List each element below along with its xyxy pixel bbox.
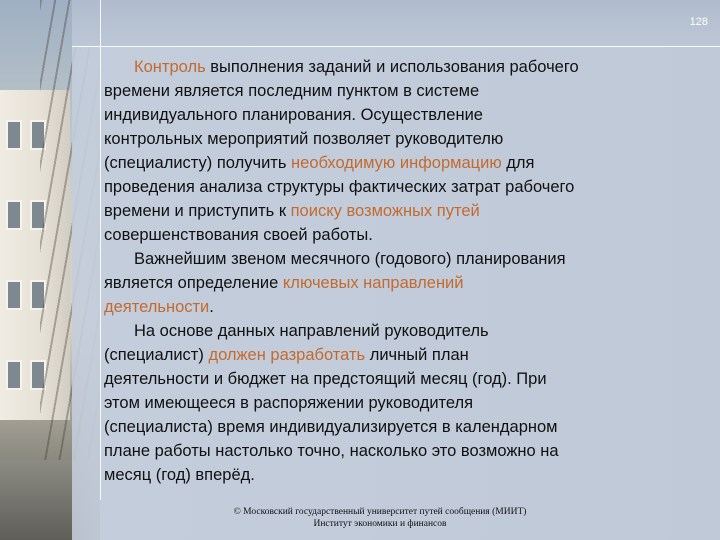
footer (0, 506, 720, 530)
text-run: для (501, 154, 535, 172)
text-run: личный план (365, 346, 469, 364)
text-line (104, 271, 694, 295)
text-run: контрольных мероприятий позволяет руководителю (104, 130, 504, 148)
text-line (104, 463, 694, 487)
text-line (104, 343, 694, 367)
building-window (6, 360, 22, 390)
building-window (6, 280, 22, 310)
text-run: На основе данных направлений руководитель (134, 322, 489, 340)
highlighted-term: ключевых направлений (282, 274, 464, 292)
text-line (104, 199, 694, 223)
horizontal-divider (72, 46, 720, 47)
text-run: плане работы настолько точно, насколько это возможно на (104, 442, 559, 460)
text-line (104, 103, 694, 127)
text-run: времени и приступить к (104, 202, 291, 220)
text-line (104, 175, 694, 199)
vertical-divider (100, 0, 101, 500)
text-line (104, 391, 694, 415)
text-line (104, 319, 694, 343)
slide-top-bar (72, 0, 720, 46)
building-window (6, 120, 22, 150)
text-run: проведения анализа структуры фактических затрат рабочего (104, 178, 575, 196)
text-line (104, 79, 694, 103)
text-run: выполнения заданий и использования рабочего (205, 58, 579, 76)
text-run: деятельности и бюджет на предстоящий месяц (год). При (104, 370, 547, 388)
highlighted-term: деятельности (104, 298, 210, 316)
text-line (104, 55, 694, 79)
highlighted-term: поиску возможных путей (290, 202, 480, 220)
text-line (104, 247, 694, 271)
text-line (104, 367, 694, 391)
text-line (104, 127, 694, 151)
text-run: этом имеющееся в распоряжении руководителя (104, 394, 474, 412)
text-run: индивидуального планирования. Осуществление (104, 106, 483, 124)
text-run: является определение (104, 274, 283, 292)
highlighted-term: Контроль (134, 58, 206, 76)
page-number: 128 (689, 16, 708, 28)
text-line (104, 223, 694, 247)
highlighted-term: должен разработать (208, 346, 366, 364)
text-run: месяц (год) вперёд. (104, 466, 255, 484)
text-run: совершенствования своей работы. (104, 226, 373, 244)
text-line (104, 295, 694, 319)
text-run: (специалиста) время индивидуализируется в календарном (104, 418, 558, 436)
text-line (104, 415, 694, 439)
text-run: . (209, 298, 214, 316)
text-run: (специалист) (104, 346, 209, 364)
highlighted-term: необходимую информацию (291, 154, 502, 172)
text-line (104, 151, 694, 175)
text-run: Важнейшим звеном месячного (годового) планирования (134, 250, 566, 268)
text-run: времени является последним пунктом в системе (104, 82, 480, 100)
slide-body-text (104, 55, 694, 487)
text-line (104, 439, 694, 463)
footer-line-institute: Институт экономики и финансов (313, 519, 447, 529)
footer-line-university: © Московский государственный университет путей сообщения (МИИТ) (233, 507, 527, 517)
building-window (6, 200, 22, 230)
text-run: (специалисту) получить (104, 154, 292, 172)
